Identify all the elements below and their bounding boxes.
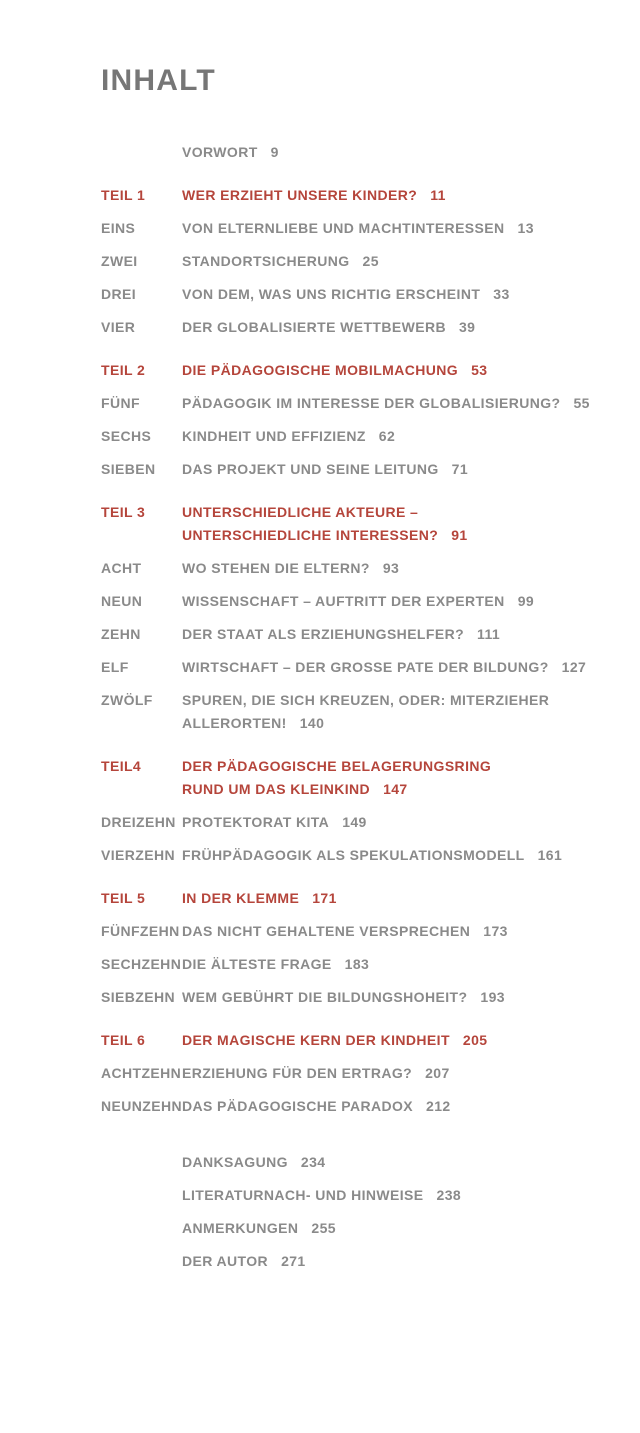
title-line: WIRTSCHAFT – DER GROSSE PATE DER BILDUNG? 127 xyxy=(182,659,587,675)
toc-entry xyxy=(101,557,612,580)
chapter-title xyxy=(182,1184,612,1207)
chapter-title xyxy=(182,283,612,306)
page-number: 173 xyxy=(483,923,508,939)
chapter-title xyxy=(182,392,612,415)
title-line: DIE ÄLTESTE FRAGE 183 xyxy=(182,956,370,972)
toc-entry xyxy=(101,425,612,448)
chapter-title xyxy=(182,920,612,943)
chapter-label: DREIZEHN xyxy=(101,814,176,830)
page-number: 271 xyxy=(281,1253,306,1269)
title-line: DER GLOBALISIERTE WETTBEWERB 39 xyxy=(182,319,476,335)
chapter-title xyxy=(182,1095,612,1118)
chapter-title xyxy=(182,811,612,834)
page-number: 53 xyxy=(471,362,488,378)
toc-entry-front xyxy=(101,141,612,164)
chapter-title xyxy=(182,184,612,207)
chapter-label: FÜNFZEHN xyxy=(101,923,180,939)
page-number: 212 xyxy=(426,1098,451,1114)
page-number: 205 xyxy=(462,1032,488,1048)
chapter-title xyxy=(182,359,612,382)
page-number: 234 xyxy=(300,1154,326,1170)
title-line: FRÜHPÄDAGOGIK ALS SPEKULATIONSMODELL 161 xyxy=(182,847,563,863)
page-number: 171 xyxy=(312,890,337,906)
toc-entry-back xyxy=(101,1217,612,1240)
chapter-label: VIERZEHN xyxy=(101,847,175,863)
chapter-title xyxy=(182,458,612,481)
chapter-title xyxy=(182,755,612,801)
chapter-label: NEUN xyxy=(101,593,143,609)
chapter-label: DREI xyxy=(101,286,137,302)
page-number: 111 xyxy=(477,626,501,642)
chapter-label: TEIL 2 xyxy=(101,362,146,378)
toc-entry xyxy=(101,458,612,481)
toc-section-heading xyxy=(101,359,612,382)
title-line: WER ERZIEHT UNSERE KINDER? 11 xyxy=(182,187,446,203)
chapter-label: NEUNZEHN xyxy=(101,1098,182,1114)
toc-entry xyxy=(101,656,612,679)
title-line: PÄDAGOGIK IM INTERESSE DER GLOBALISIERUNG? 55 xyxy=(182,395,590,411)
title-line: VON DEM, WAS UNS RICHTIG ERSCHEINT 33 xyxy=(182,286,510,302)
toc-entry xyxy=(101,811,612,834)
toc-entry xyxy=(101,283,612,306)
chapter-title xyxy=(182,590,612,613)
toc-section xyxy=(101,755,612,867)
toc-entry xyxy=(101,920,612,943)
toc-section-heading xyxy=(101,501,612,547)
chapter-label: TEIL 5 xyxy=(101,890,146,906)
chapter-label: ZEHN xyxy=(101,626,141,642)
toc-section-heading xyxy=(101,1029,612,1052)
chapter-title xyxy=(182,844,612,867)
title-line: UNTERSCHIEDLICHE INTERESSEN? 91 xyxy=(182,527,468,543)
title-line: SPUREN, DIE SICH KREUZEN, ODER: MITERZIEHER xyxy=(182,692,550,708)
title-line: DANKSAGUNG 234 xyxy=(182,1154,326,1170)
title-line: DER STAAT ALS ERZIEHUNGSHELFER? 111 xyxy=(182,626,501,642)
toc-front-matter xyxy=(101,141,612,164)
toc-section xyxy=(101,501,612,735)
chapter-title xyxy=(182,1151,612,1174)
toc-entry-back xyxy=(101,1250,612,1273)
chapter-title xyxy=(182,1217,612,1240)
toc-section xyxy=(101,1029,612,1118)
toc-entry xyxy=(101,590,612,613)
title-line: VON ELTERNLIEBE UND MACHTINTERESSEN 13 xyxy=(182,220,534,236)
page-number: 127 xyxy=(561,659,587,675)
chapter-label: SIEBEN xyxy=(101,461,156,477)
toc-entry xyxy=(101,250,612,273)
page-title: INHALT xyxy=(101,64,216,97)
chapter-title xyxy=(182,1062,612,1085)
chapter-label: ELF xyxy=(101,659,129,675)
toc-entry xyxy=(101,623,612,646)
chapter-title xyxy=(182,250,612,273)
chapter-title xyxy=(182,986,612,1009)
chapter-title xyxy=(182,557,612,580)
chapter-label: TEIL4 xyxy=(101,758,142,774)
chapter-label: TEIL 1 xyxy=(101,187,146,203)
chapter-label: TEIL 3 xyxy=(101,504,146,520)
title-line: ALLERORTEN! 140 xyxy=(182,715,325,731)
chapter-label: ZWEI xyxy=(101,253,138,269)
page-number: 55 xyxy=(573,395,590,411)
title-line: RUND UM DAS KLEINKIND 147 xyxy=(182,781,408,797)
toc-entry xyxy=(101,986,612,1009)
title-line: WO STEHEN DIE ELTERN? 93 xyxy=(182,560,400,576)
chapter-title xyxy=(182,623,612,646)
page-number: 147 xyxy=(383,781,408,797)
chapter-title xyxy=(182,425,612,448)
chapter-label: SECHS xyxy=(101,428,152,444)
title-line: STANDORTSICHERUNG 25 xyxy=(182,253,379,269)
toc-entry xyxy=(101,392,612,415)
page-number: 255 xyxy=(311,1220,336,1236)
chapter-label: ACHT xyxy=(101,560,142,576)
title-line: DER AUTOR 271 xyxy=(182,1253,306,1269)
page-number: 39 xyxy=(458,319,476,335)
chapter-label: FÜNF xyxy=(101,395,140,411)
toc-section-heading xyxy=(101,184,612,207)
title-line: DAS PÄDAGOGISCHE PARADOX 212 xyxy=(182,1098,451,1114)
page-number: 140 xyxy=(299,715,325,731)
chapter-label: SIEBZEHN xyxy=(101,989,175,1005)
title-line: DAS NICHT GEHALTENE VERSPRECHEN 173 xyxy=(182,923,508,939)
chapter-title xyxy=(182,689,612,735)
title-line: PROTEKTORAT KITA 149 xyxy=(182,814,367,830)
chapter-title xyxy=(182,217,612,240)
page-number: 207 xyxy=(425,1065,450,1081)
toc-entry xyxy=(101,1095,612,1118)
title-line: WISSENSCHAFT – AUFTRITT DER EXPERTEN 99 xyxy=(182,593,535,609)
page-number: 183 xyxy=(344,956,370,972)
chapter-title xyxy=(182,501,612,547)
page-number: 99 xyxy=(517,593,535,609)
page-number: 71 xyxy=(451,461,469,477)
chapter-title xyxy=(182,141,612,164)
chapter-title xyxy=(182,316,612,339)
page-number: 149 xyxy=(342,814,367,830)
toc-entry xyxy=(101,1062,612,1085)
page-number: 9 xyxy=(270,144,279,160)
title-line: KINDHEIT UND EFFIZIENZ 62 xyxy=(182,428,396,444)
title-line: IN DER KLEMME 171 xyxy=(182,890,337,906)
title-line: LITERATURNACH- UND HINWEISE 238 xyxy=(182,1187,462,1203)
title-line: WEM GEBÜHRT DIE BILDUNGSHOHEIT? 193 xyxy=(182,989,505,1005)
page-number: 91 xyxy=(451,527,468,543)
page-number: 62 xyxy=(378,428,396,444)
toc-section-heading xyxy=(101,887,612,910)
page-number: 238 xyxy=(436,1187,462,1203)
toc-sections xyxy=(101,184,612,1118)
title-line: DER PÄDAGOGISCHE BELAGERUNGSRING xyxy=(182,758,492,774)
toc-entry xyxy=(101,689,612,735)
title-line: UNTERSCHIEDLICHE AKTEURE – xyxy=(182,504,419,520)
title-line: ERZIEHUNG FÜR DEN ERTRAG? 207 xyxy=(182,1065,450,1081)
page-number: 93 xyxy=(382,560,400,576)
toc-section xyxy=(101,184,612,339)
toc-section xyxy=(101,359,612,481)
chapter-title xyxy=(182,656,612,679)
toc-entry xyxy=(101,844,612,867)
chapter-label: EINS xyxy=(101,220,136,236)
chapter-title xyxy=(182,1029,612,1052)
page-number: 13 xyxy=(517,220,534,236)
toc-section xyxy=(101,887,612,1009)
title-line: DER MAGISCHE KERN DER KINDHEIT 205 xyxy=(182,1032,488,1048)
page-number: 33 xyxy=(493,286,510,302)
toc-entry xyxy=(101,316,612,339)
chapter-label: VIER xyxy=(101,319,136,335)
toc-section-heading xyxy=(101,755,612,801)
chapter-label: TEIL 6 xyxy=(101,1032,146,1048)
page-number: 11 xyxy=(430,187,446,203)
toc-entry-back xyxy=(101,1151,612,1174)
chapter-label: SECHZEHN xyxy=(101,956,182,972)
toc-back-matter xyxy=(101,1151,612,1273)
title-line: DIE PÄDAGOGISCHE MOBILMACHUNG 53 xyxy=(182,362,488,378)
page-number: 161 xyxy=(537,847,563,863)
chapter-label: ZWÖLF xyxy=(101,692,153,708)
chapter-title xyxy=(182,1250,612,1273)
page-number: 193 xyxy=(480,989,505,1005)
title-line: VORWORT 9 xyxy=(182,144,279,160)
toc-entry xyxy=(101,953,612,976)
chapter-label: ACHTZEHN xyxy=(101,1065,182,1081)
title-line: DAS PROJEKT UND SEINE LEITUNG 71 xyxy=(182,461,469,477)
page-number: 25 xyxy=(362,253,379,269)
chapter-title xyxy=(182,953,612,976)
chapter-title xyxy=(182,887,612,910)
toc-entry-back xyxy=(101,1184,612,1207)
toc-entry xyxy=(101,217,612,240)
title-line: ANMERKUNGEN 255 xyxy=(182,1220,336,1236)
